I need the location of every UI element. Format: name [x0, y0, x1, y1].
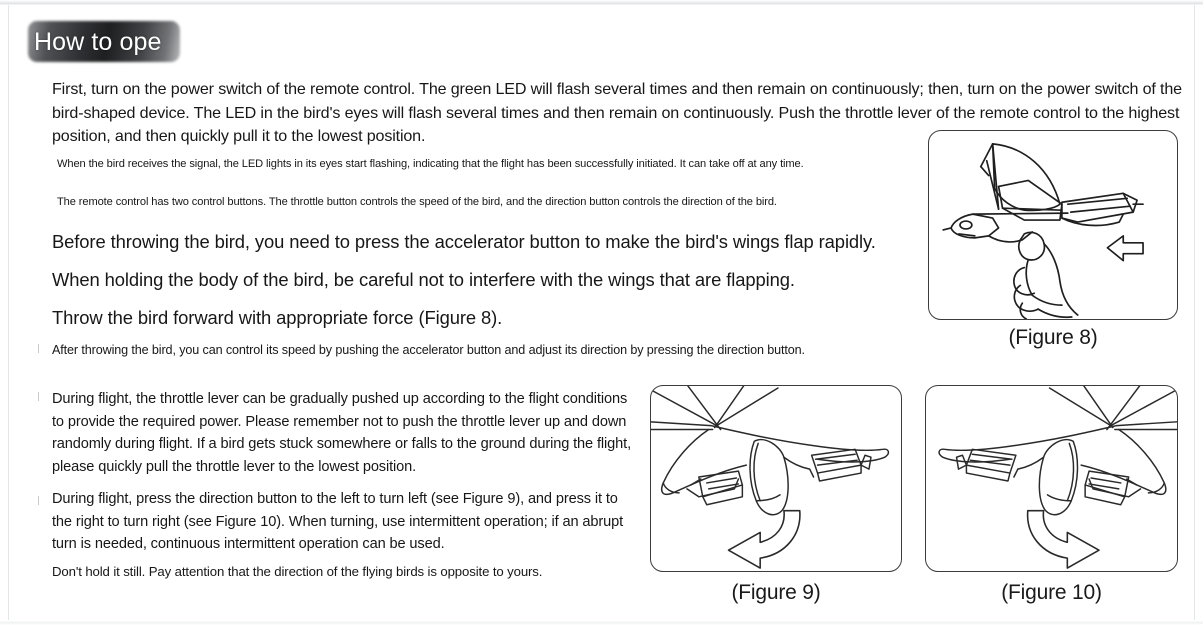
curved-arrow-right-icon — [1028, 511, 1099, 568]
figure-9-caption: (Figure 9) — [731, 581, 821, 604]
bullet-marker-icon — [38, 392, 39, 401]
page-title: How to ope — [34, 28, 162, 56]
paragraph-signal: When the bird receives the signal, the LED lights in its eyes start flashing, indicating that the flight has been successfully initiated. It can take off at any time. — [57, 158, 804, 170]
paragraph-before-throwing: Before throwing the bird, you need to press the accelerator button to make the bird's wings flap rapidly. — [52, 231, 876, 252]
figure-10-illustration — [925, 385, 1178, 572]
paragraph-intro: First, turn on the power switch of the remote control. The green LED will flash several times and then remain on continuously; then, turn on the power switch of the bird-shaped device. The LED in the bird's eyes will flash several times and then remain on continuously. Push the throttle lever of the remote control to the highest position, and then quickly pull it to the lowest position. — [52, 80, 1182, 146]
paragraph-dont-hold-still: Don't hold it still. Pay attention that the direction of the flying birds is opposite to yours. — [52, 564, 543, 579]
bullet-marker-icon — [38, 344, 39, 353]
page-top-edge — [0, 0, 1203, 5]
figure-8-illustration — [928, 130, 1178, 320]
curved-arrow-left-icon — [729, 511, 800, 568]
paragraph-control-buttons: The remote control has two control buttons. The throttle button controls the speed of the bird, and the direction button controls the direction of the bird. — [57, 196, 777, 208]
figure-8-caption: (Figure 8) — [1008, 326, 1098, 349]
remote-control-turn-left-icon — [651, 386, 901, 571]
paragraph-throttle-during-flight: During flight, the throttle lever can be gradually pushed up according to the flight conditions to provide the required power. Please remember not to push the throttle lever up and down randomly during flight. If a bird gets stuck somewhere or falls to the ground during the flight, please quickly pull the throttle lever to the lowest position. — [52, 391, 632, 475]
paragraph-direction-during-flight: During flight, press the direction button to the left to turn left (see Figure 9), and press it to the right to turn right (see Figure 10). When turning, use intermittent operation; if an abrupt turn is needed, continuous intermittent operation can be used. — [52, 491, 624, 553]
bullet-marker-icon — [38, 496, 39, 505]
page-right-margin-rule — [1194, 5, 1195, 620]
figure-10-caption: (Figure 10) — [1001, 581, 1102, 604]
page-bottom-edge — [0, 621, 1203, 625]
paragraph-throw-forward: Throw the bird forward with appropriate force (Figure 8). — [52, 307, 503, 328]
arrow-left-icon — [1107, 236, 1143, 261]
paragraph-after-throwing: After throwing the bird, you can control its speed by pushing the accelerator button and adjust its direction by pressing the direction button. — [52, 343, 805, 357]
hand-holding-bird-icon — [929, 131, 1177, 319]
remote-control-turn-right-icon — [926, 386, 1177, 571]
figure-9-illustration — [650, 385, 902, 572]
paragraph-holding-body: When holding the body of the bird, be careful not to interfere with the wings that are flapping. — [52, 269, 795, 290]
page-left-margin-rule — [8, 5, 9, 620]
